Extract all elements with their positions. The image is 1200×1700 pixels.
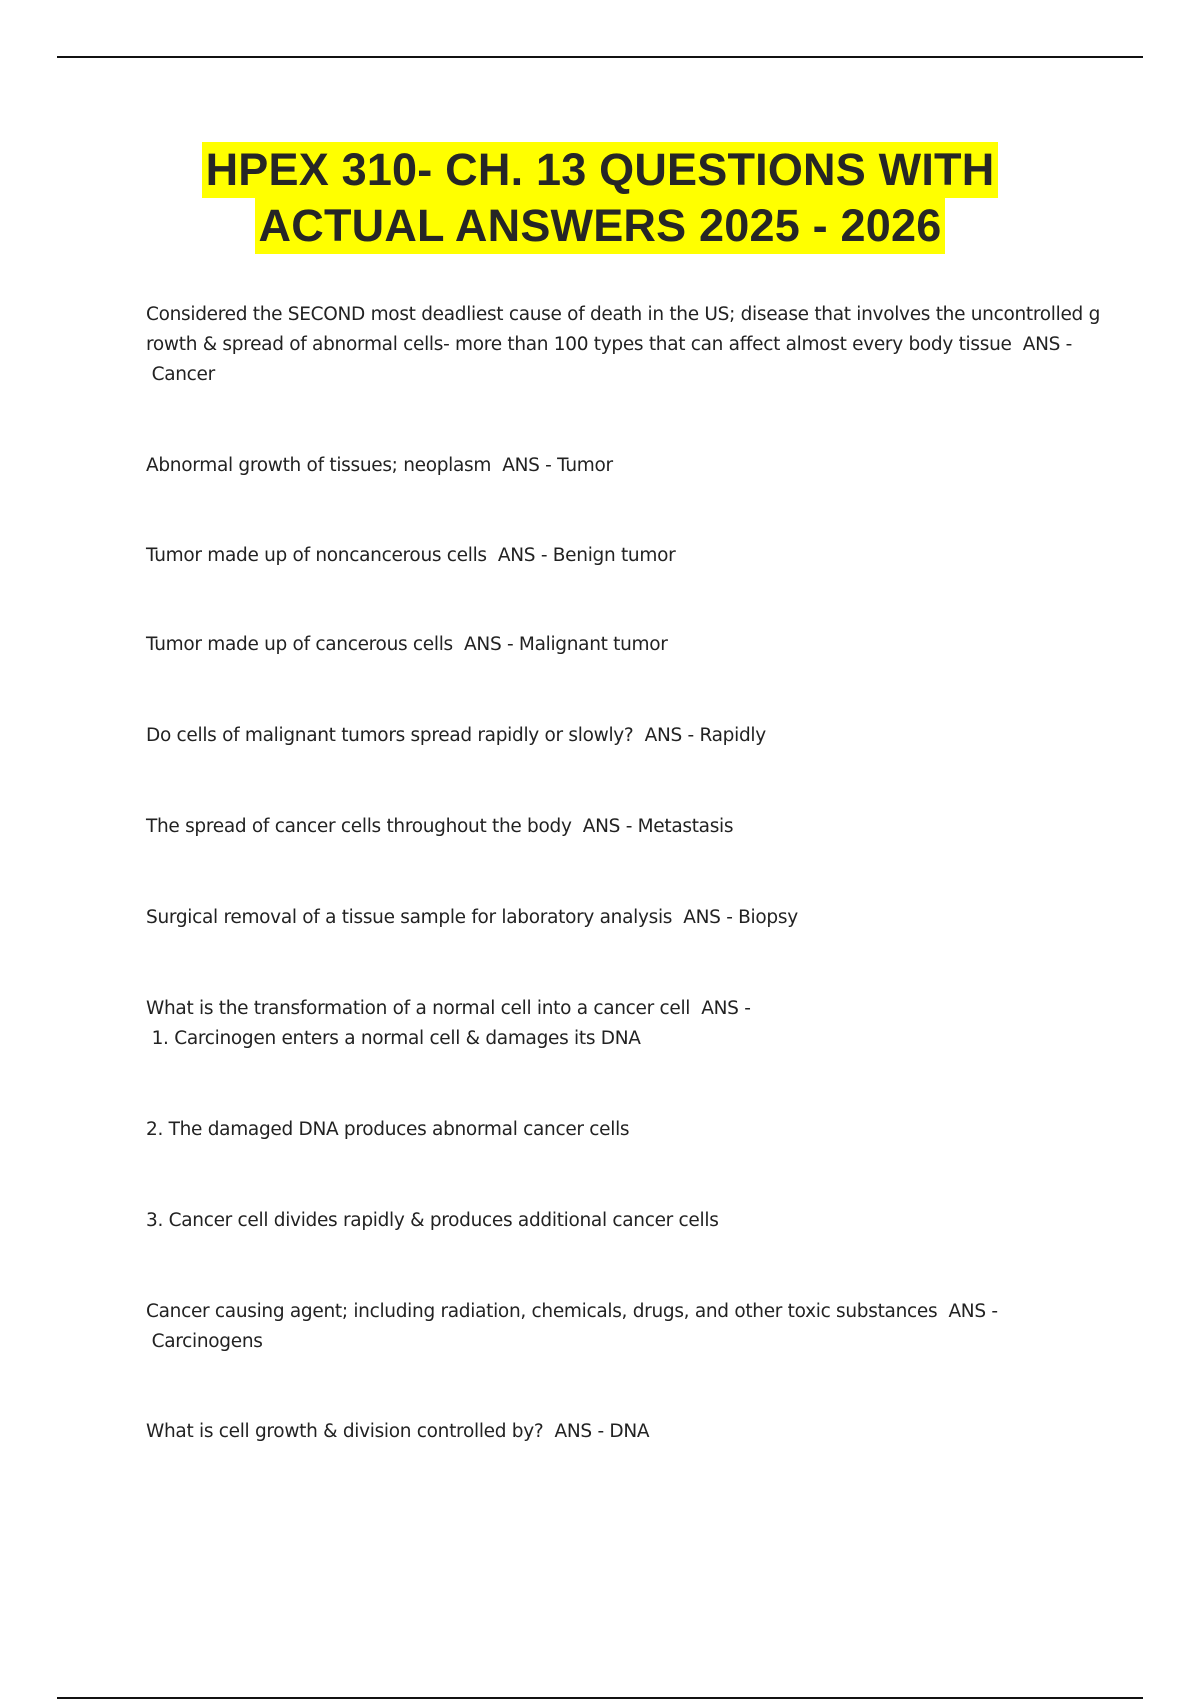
qa-entry-step-3 <box>146 1206 1096 1236</box>
qa-line: Cancer <box>146 364 215 385</box>
title-line-1: HPEX 310- CH. 13 QUESTIONS WITH <box>202 142 999 198</box>
qa-line: What is cell growth & division controlled by? ANS - DNA <box>146 1421 650 1442</box>
qa-line: Do cells of malignant tumors spread rapidly or slowly? ANS - Rapidly <box>146 725 766 746</box>
qa-line: What is the transformation of a normal cell into a cancer cell ANS - <box>146 998 751 1019</box>
top-rule <box>57 56 1143 58</box>
qa-line: Considered the SECOND most deadliest cause of death in the US; disease that involves the uncontrolled g <box>146 304 1101 325</box>
qa-line: Tumor made up of noncancerous cells ANS - Benign tumor <box>146 545 676 566</box>
qa-line: Carcinogens <box>146 1331 263 1352</box>
qa-line: The spread of cancer cells throughout the body ANS - Metastasis <box>146 816 734 837</box>
qa-entry-malignant-tumor <box>146 630 1096 660</box>
qa-entry-transformation <box>146 994 1096 1054</box>
bottom-rule <box>57 1697 1143 1699</box>
qa-entry-metastasis <box>146 812 1096 842</box>
qa-line: Cancer causing agent; including radiation, chemicals, drugs, and other toxic substances ANS - <box>146 1301 998 1322</box>
document-title <box>0 142 1200 254</box>
qa-line: Surgical removal of a tissue sample for laboratory analysis ANS - Biopsy <box>146 907 798 928</box>
qa-entry-rapidly <box>146 721 1096 751</box>
qa-line: 2. The damaged DNA produces abnormal cancer cells <box>146 1119 630 1140</box>
qa-line: Tumor made up of cancerous cells ANS - Malignant tumor <box>146 634 668 655</box>
qa-entry-dna <box>146 1417 1096 1447</box>
qa-entry-tumor <box>146 451 1096 481</box>
qa-line: 1. Carcinogen enters a normal cell & damages its DNA <box>146 1028 641 1049</box>
qa-line: Abnormal growth of tissues; neoplasm ANS - Tumor <box>146 455 613 476</box>
qa-line: 3. Cancer cell divides rapidly & produces additional cancer cells <box>146 1210 719 1231</box>
qa-entry-cancer <box>146 300 1101 390</box>
qa-entry-carcinogens <box>146 1297 1096 1357</box>
qa-entry-biopsy <box>146 903 1096 933</box>
qa-entry-step-2 <box>146 1115 1096 1145</box>
qa-entry-benign-tumor <box>146 541 1096 571</box>
title-line-2: ACTUAL ANSWERS 2025 - 2026 <box>255 198 946 254</box>
qa-line: rowth & spread of abnormal cells- more than 100 types that can affect almost every body tissue ANS - <box>146 334 1073 355</box>
